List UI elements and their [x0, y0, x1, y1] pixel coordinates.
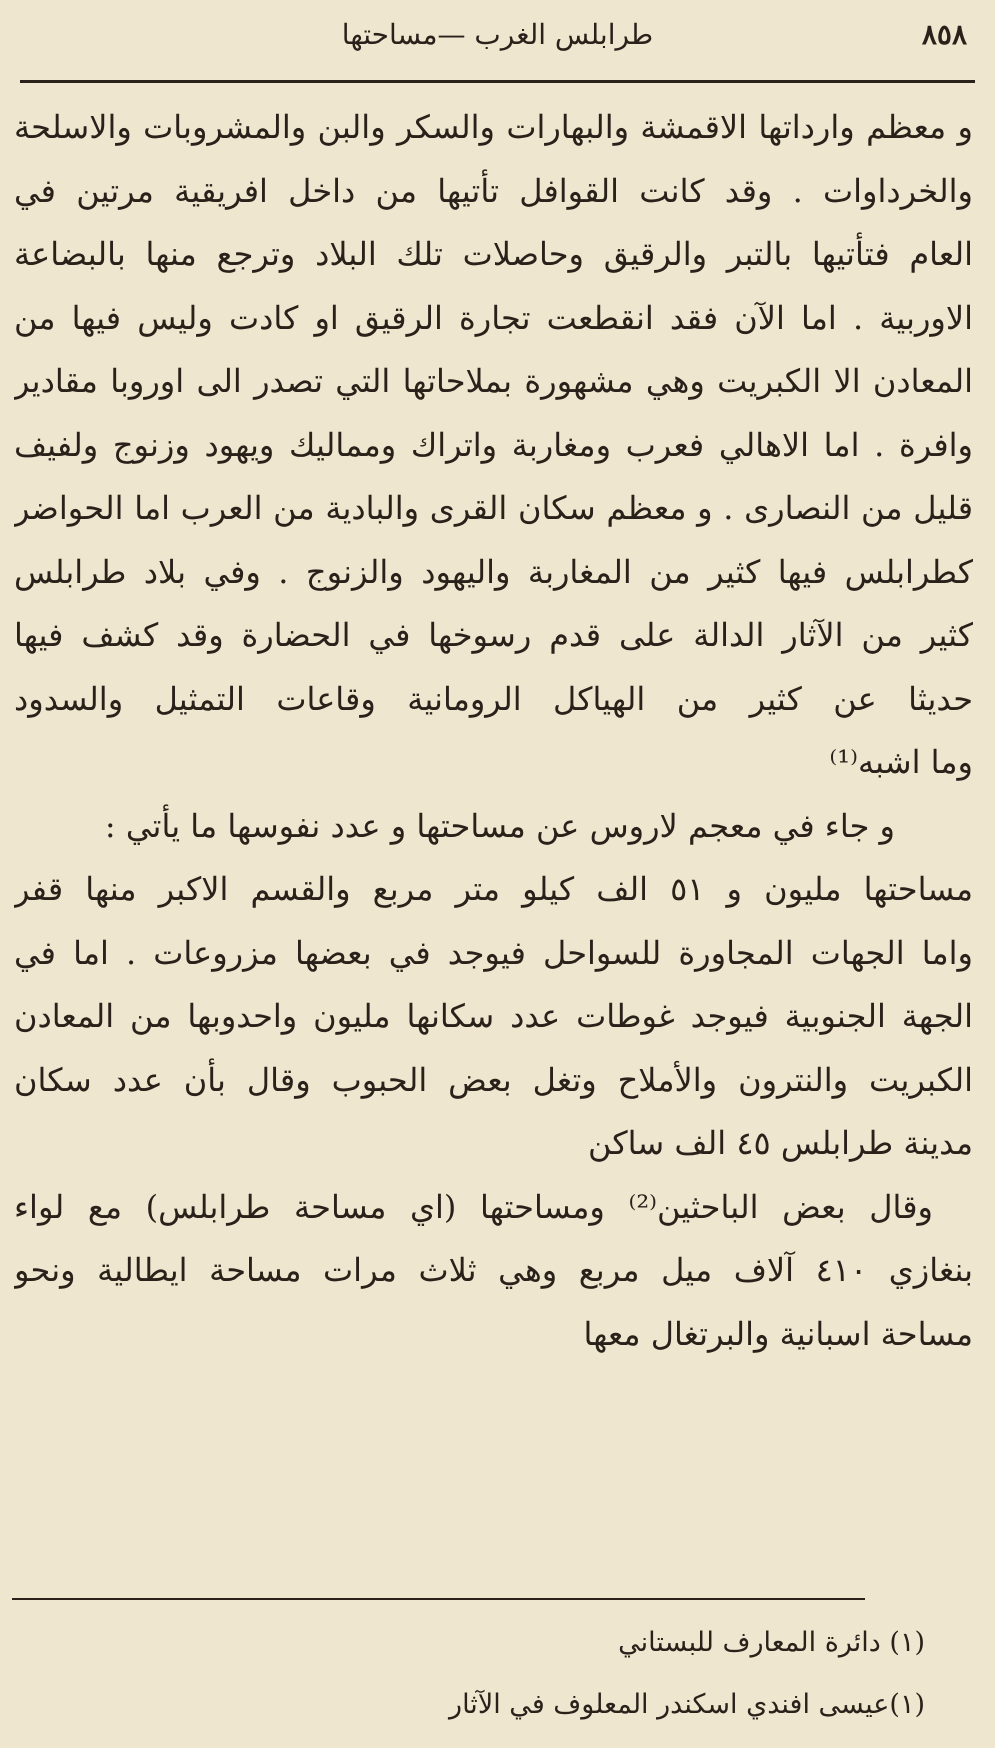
- page-number: ٨٥٨: [921, 18, 967, 51]
- footnotes: [449, 1612, 925, 1736]
- text-line: الكبريت والنترون والأملاح وتغل بعض الحبوب وقال بأن عدد سكان: [14, 1060, 973, 1099]
- footnote-rule: [12, 1598, 865, 1600]
- text-line: وقال بعض الباحثين⁽²⁾ ومساحتها (اي مساحة طرابلس) مع لواء: [14, 1187, 934, 1226]
- text-line: الاوربية . اما الآن فقد انقطعت تجارة الرقيق او كادت وليس فيها من: [14, 298, 973, 337]
- header-rule: [20, 80, 975, 83]
- text-line: واما الجهات المجاورة للسواحل فيوجد في بعضها مزروعات . اما في: [14, 933, 973, 972]
- body-text: [14, 96, 973, 1366]
- text-line: مساحة اسبانية والبرتغال معها: [583, 1314, 973, 1353]
- text-line: مدينة طرابلس ٤٥ الف ساكن: [588, 1124, 973, 1162]
- footnote: (١) دائرة المعارف للبستاني: [618, 1627, 925, 1658]
- text-line: وافرة . اما الاهالي فعرب ومغاربة واتراك ومماليك ويهود وزنوج ولفيف: [14, 425, 973, 464]
- text-line: كطرابلس فيها كثير من المغاربة واليهود والزنوج . وفي بلاد طرابلس: [14, 552, 973, 591]
- text-line: قليل من النصارى . و معظم سكان القرى والبادية من العرب اما الحواضر: [14, 489, 973, 527]
- text-line: العام فتأتيها بالتبر والرقيق وحاصلات تلك البلاد وترجع منها بالبضاعة: [14, 235, 973, 273]
- text-line: و جاء في معجم لاروس عن مساحتها و عدد نفوسها ما يأتي :: [104, 806, 895, 845]
- footnote: (١)عيسى افندي اسكندر المعلوف في الآثار: [449, 1689, 925, 1720]
- text-line: والخرداوات . وقد كانت القوافل تأتيها من داخل افريقية مرتين في: [14, 171, 973, 210]
- text-line: وما اشبه⁽¹⁾: [829, 743, 973, 781]
- text-line: كثير من الآثار الدالة على قدم رسوخها في الحضارة وقد كشف فيها: [14, 616, 973, 654]
- text-line: المعادن الا الكبريت وهي مشهورة بملاحاتها التي تصدر الى اوروبا مقادير: [14, 362, 973, 400]
- text-line: بنغازي ٤١٠ آلاف ميل مربع وهي ثلاث مرات مساحة ايطالية ونحو: [14, 1251, 973, 1289]
- text-line: و معظم وارداتها الاقمشة والبهارات والسكر والبن والمشروبات والاسلحة: [14, 108, 973, 146]
- running-title: طرابلس الغرب —مساحتها: [341, 18, 654, 51]
- text-line: الجهة الجنوبية فيوجد غوطات عدد سكانها مليون واحدوبها من المعادن: [14, 997, 973, 1035]
- text-line: حديثا عن كثير من الهياكل الرومانية وقاعات التمثيل والسدود: [14, 679, 973, 718]
- page-header: [22, 14, 973, 60]
- text-line: مساحتها مليون و ٥١ الف كيلو متر مربع والقسم الاكبر منها قفر: [14, 870, 973, 908]
